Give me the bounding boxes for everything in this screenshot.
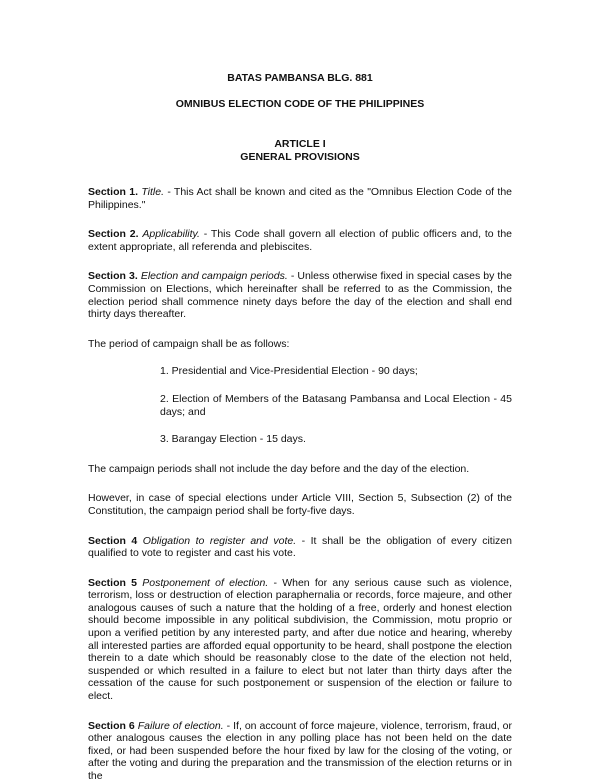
list-item: 3. Barangay Election - 15 days. xyxy=(160,433,306,446)
section-6-title: Failure of election. xyxy=(137,719,224,732)
campaign-intro: The period of campaign shall be as follows: xyxy=(88,337,290,350)
section-2 xyxy=(88,228,512,253)
section-3-number: Section 3. xyxy=(88,270,138,283)
section-4-number: Section 4 xyxy=(88,534,138,547)
section-6-number: Section 6 xyxy=(88,719,135,732)
section-1-number: Section 1. xyxy=(88,186,138,198)
campaign-note-2: However, in case of special elections under Article VIII, Section 5, Subsection (2) of the Constitution, the campaign period shall be forty-five days. xyxy=(88,492,512,517)
campaign-list xyxy=(88,365,512,445)
section-5-number: Section 5 xyxy=(88,576,137,589)
section-1-title: Title. xyxy=(141,186,164,198)
section-3-title: Election and campaign periods. xyxy=(140,270,288,283)
code-title: OMNIBUS ELECTION CODE OF THE PHILIPPINES xyxy=(175,98,425,110)
section-5 xyxy=(88,577,512,703)
list-item: 2. Election of Members of the Batasang Pambansa and Local Election - 45 days; and xyxy=(160,392,512,418)
campaign-note-1: The campaign periods shall not include the day before and the day of the election. xyxy=(88,462,470,475)
list-item: 1. Presidential and Vice-Presidential Election - 90 days; xyxy=(160,365,418,378)
section-5-text: - When for any serious cause such as violence, terrorism, loss or destruction of election paraphernalia or records, force majeure, and other analogous causes of such a nature that the holding of a free, orderly and honest election should become impossible in any political subdivision, the Commission, motu proprio or upon a verified petition by any interested party, and after due notice and hearing, whereby all interested parties are afforded equal opportunity to be heard, shall postpone the election therein to a date which should be reasonably close to the date of the election not held, suspended or which resulted in a failure to elect but not later than thirty days after the cessation of the cause for such postponement or suspension of the election or failure to elect. xyxy=(88,576,512,703)
section-1-text: - This Act shall be known and cited as the "Omnibus Election Code of the Philippines." xyxy=(88,186,512,211)
section-3 xyxy=(88,270,512,320)
section-2-number: Section 2. xyxy=(88,228,139,241)
section-5-title: Postponement of election. xyxy=(142,576,269,589)
law-number: BATAS PAMBANSA BLG. 881 xyxy=(227,72,373,84)
section-4-text: - It shall be the obligation of every citizen qualified to vote to register and cast his vote. xyxy=(88,534,512,560)
section-2-text: - This Code shall govern all election of public officers and, to the extent appropriate, all referenda and plebiscites. xyxy=(88,228,513,253)
section-6-text: - If, on account of force majeure, violence, terrorism, fraud, or other analogous causes the election in any polling place has not been held on the date fixed, or had been suspended before the hour fixed by law for the closing of the voting, or after the voting and during the preparation and the transmission of the election returns or in the xyxy=(88,719,513,782)
section-4-title: Obligation to register and vote. xyxy=(142,534,297,547)
section-3-text: - Unless otherwise fixed in special cases by the Commission on Elections, which hereinafter shall be referred to as the Commission, the election period shall commence ninety days before the day of the election and shall end thirty days thereafter. xyxy=(88,270,512,321)
section-4 xyxy=(88,535,512,560)
article-title: GENERAL PROVISIONS xyxy=(240,151,360,163)
article-number: ARTICLE I xyxy=(274,138,326,150)
section-1 xyxy=(88,186,512,211)
section-2-title: Applicability. xyxy=(142,228,200,241)
section-6 xyxy=(88,720,512,783)
